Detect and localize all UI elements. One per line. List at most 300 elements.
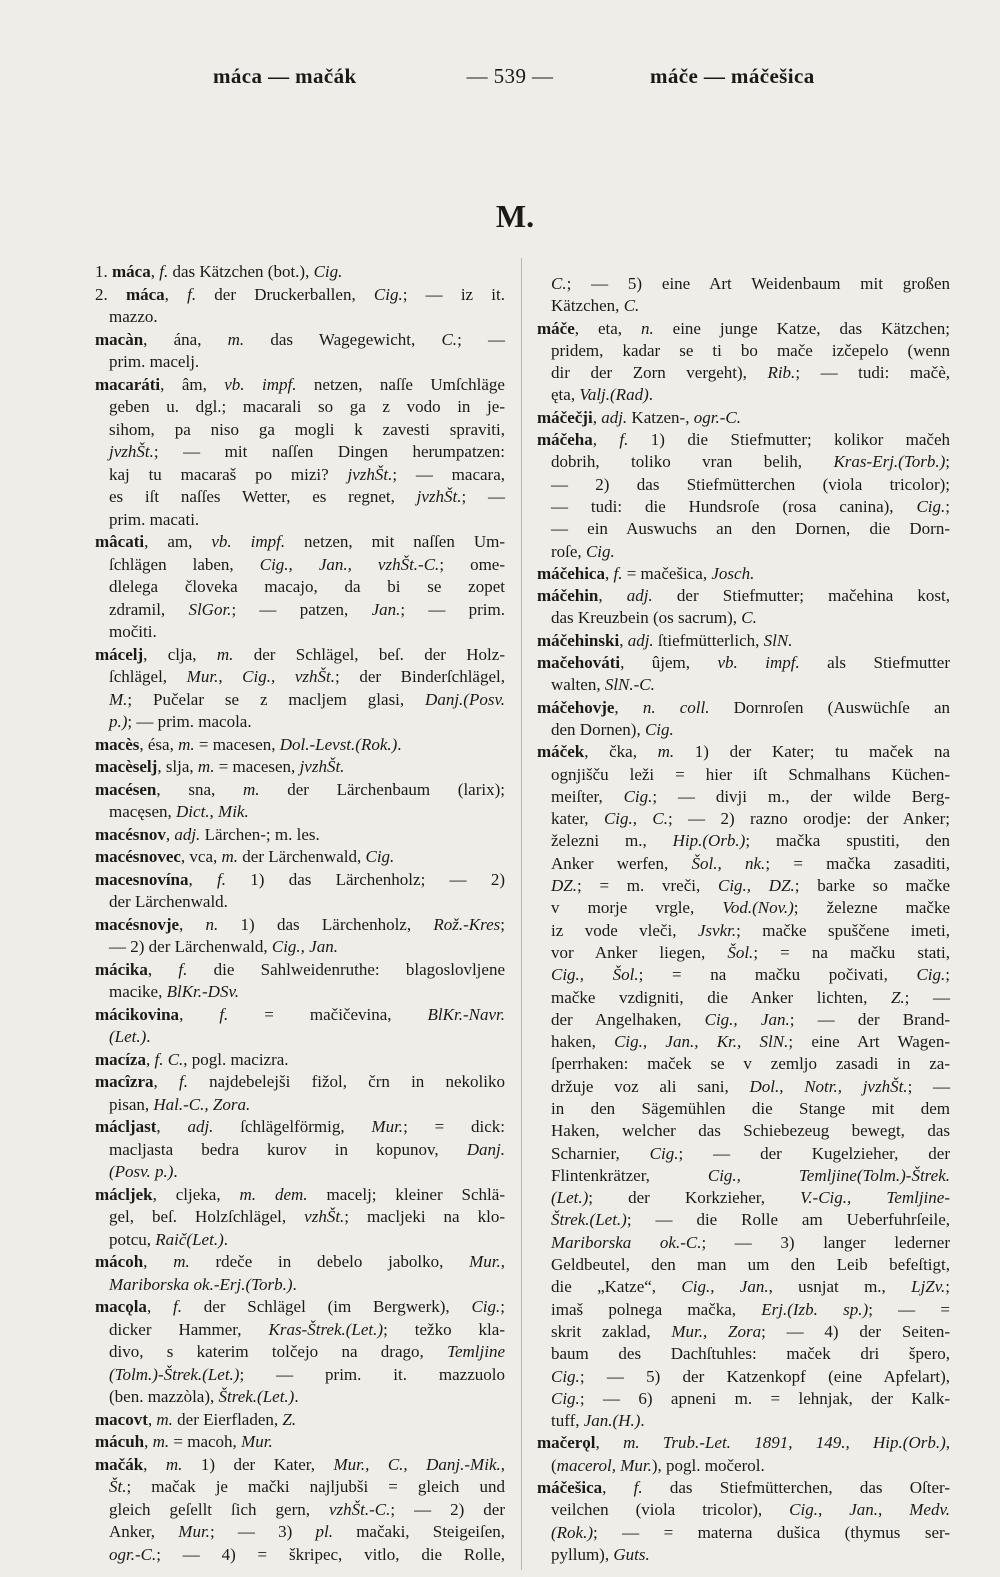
text-segment: ; bbox=[945, 1277, 951, 1297]
text-segment: , vca, bbox=[180, 847, 222, 866]
text-segment: meiſter, bbox=[551, 786, 624, 806]
text-segment: , slja, bbox=[157, 757, 198, 776]
source-abbreviation: C. bbox=[551, 274, 567, 293]
source-abbreviation: vb. impf. bbox=[717, 653, 800, 673]
headword: mácoh bbox=[95, 1252, 144, 1271]
text-segment: . bbox=[292, 1274, 297, 1294]
text-segment: ; — mit naſſen Dingen herumpatzen: bbox=[153, 442, 505, 461]
source-abbreviation: Dol.-Levst.(Rok.) bbox=[279, 734, 398, 754]
source-abbreviation: Guts. bbox=[613, 1544, 650, 1564]
source-abbreviation: Cig. bbox=[373, 284, 403, 304]
source-abbreviation: vb. impf. bbox=[211, 532, 286, 551]
text-segment: ; — 2) razno orodje: der Anker; bbox=[667, 809, 951, 829]
headword: macésnov bbox=[95, 824, 166, 844]
text-segment: ſchlägel, bbox=[109, 667, 187, 686]
source-abbreviation: C. bbox=[441, 329, 458, 349]
text-segment: , clja, bbox=[143, 644, 217, 664]
text-segment: 1) das Lärchenholz, bbox=[218, 914, 434, 934]
entry-line bbox=[537, 429, 950, 451]
source-abbreviation: Danj. bbox=[466, 1139, 505, 1159]
source-abbreviation: Štrek.(Let.) bbox=[218, 1387, 295, 1406]
right-column bbox=[537, 273, 950, 1566]
text-segment: ; mačka spustiti, den bbox=[745, 831, 950, 851]
entry-line bbox=[537, 719, 950, 741]
text-segment: das Kätzchen (bot.), bbox=[168, 262, 314, 281]
text-segment: vor Anker liegen, bbox=[551, 942, 728, 962]
headword: mácika bbox=[95, 959, 148, 979]
text-segment: , bbox=[500, 1252, 506, 1271]
text-segment: ; — 5) eine Art Weidenbaum mit großen bbox=[566, 274, 950, 293]
headword: máčehovje bbox=[537, 697, 615, 717]
source-abbreviation: Mur., Cig., vzhŠt. bbox=[186, 667, 335, 686]
text-segment: macike, bbox=[109, 982, 167, 1001]
text-segment: macljasta bedra kurov in kopunov, bbox=[109, 1139, 467, 1159]
source-abbreviation: adj. bbox=[626, 586, 653, 606]
headword: máčešica bbox=[537, 1478, 603, 1498]
text-segment: Haken, welcher das Schiebezeug bewegt, das bbox=[551, 1121, 950, 1141]
entry-line bbox=[95, 1206, 505, 1229]
text-segment: der Angelhaken, bbox=[551, 1009, 705, 1029]
text-segment: Flintenkrätzer, bbox=[551, 1165, 708, 1185]
text-segment: rdeče in debelo jabolko, bbox=[189, 1252, 470, 1271]
text-segment: ; ome- bbox=[439, 554, 506, 574]
source-abbreviation: Cig., Jan. bbox=[704, 1009, 790, 1029]
entry-line bbox=[537, 1388, 950, 1410]
text-segment: ; Pučelar se z macljem glasi, bbox=[127, 689, 426, 709]
text-segment: Kätzchen, bbox=[551, 296, 624, 316]
source-abbreviation: Cig. bbox=[551, 1388, 580, 1408]
headword: máčehinski bbox=[537, 630, 620, 650]
text-segment: močiti. bbox=[109, 622, 157, 641]
text-segment: potcu, bbox=[109, 1229, 156, 1249]
entry-line bbox=[537, 1477, 950, 1499]
headword: macàn bbox=[95, 329, 144, 349]
source-abbreviation: Kras-Erj.(Torb.) bbox=[833, 452, 946, 472]
entry-line bbox=[95, 1319, 505, 1342]
entry-line bbox=[537, 987, 950, 1009]
text-segment: = macesen, bbox=[194, 734, 280, 754]
text-segment: ; — macara, bbox=[392, 464, 505, 484]
source-abbreviation: Z. bbox=[282, 1409, 297, 1429]
source-abbreviation: Mur., Zora bbox=[671, 1321, 762, 1341]
entry-line bbox=[95, 396, 505, 419]
text-segment: ; = na mačku stati, bbox=[753, 942, 950, 962]
entry-line bbox=[95, 1004, 505, 1027]
source-abbreviation: jvzhŠt. bbox=[299, 757, 345, 776]
headword: máčeha bbox=[537, 430, 593, 450]
headword: macès bbox=[95, 734, 140, 754]
text-segment: prim. macelj. bbox=[109, 352, 200, 371]
text-segment: ; — prim. macola. bbox=[127, 712, 252, 731]
entry-line bbox=[537, 541, 950, 563]
text-segment: ; železne mačke bbox=[793, 898, 950, 918]
headword: macèselj bbox=[95, 757, 158, 776]
text-segment: in den Sägemühlen die Stange mit dem bbox=[551, 1098, 950, 1118]
source-abbreviation: Kras-Štrek.(Let.) bbox=[268, 1319, 384, 1339]
text-segment: netzen, mit naſſen Um- bbox=[285, 532, 505, 551]
headword: mácelj bbox=[95, 644, 144, 664]
text-segment: , bbox=[188, 869, 218, 889]
text-segment: , âm, bbox=[160, 374, 225, 394]
source-abbreviation: f. bbox=[159, 262, 169, 281]
source-abbreviation: Rož.-Kres bbox=[433, 914, 501, 934]
text-segment: mazzo. bbox=[109, 307, 158, 326]
entry-line bbox=[95, 801, 505, 824]
text-segment: , bbox=[153, 1072, 179, 1091]
text-segment: das Stiefmütterchen, das Oſter- bbox=[642, 1478, 950, 1498]
source-abbreviation: Cig., Šol. bbox=[551, 965, 639, 985]
entry-line bbox=[537, 585, 950, 607]
text-segment: , bbox=[179, 914, 206, 934]
entry-line bbox=[95, 1521, 505, 1544]
text-segment: ; — 3) bbox=[209, 1522, 316, 1541]
text-segment: — tudi: die Hundsroſe (rosa canina), bbox=[551, 496, 917, 516]
text-segment: eine junge Katze, das Kätzchen; bbox=[653, 318, 950, 338]
text-segment: , bbox=[598, 586, 627, 606]
source-abbreviation: Mariborska ok.-C. bbox=[551, 1232, 702, 1252]
text-segment: baum des Dachſtuhles: maček dri špero, bbox=[551, 1344, 950, 1364]
text-segment: ; — prim. bbox=[400, 599, 505, 619]
text-segment: ; — bbox=[461, 487, 505, 506]
text-segment: — ein Auswuchs an den Dornen, die Dorn- bbox=[551, 519, 950, 539]
text-segment: dlelega človeka macajo, da bi se zopet bbox=[109, 577, 505, 596]
entry-line bbox=[537, 652, 950, 674]
text-segment: ; = m. vreči, bbox=[576, 876, 718, 896]
entry-line bbox=[537, 1031, 950, 1053]
source-abbreviation: m. bbox=[216, 644, 234, 664]
text-segment: ; = dick: bbox=[403, 1117, 506, 1136]
source-abbreviation: f. bbox=[219, 1004, 229, 1024]
text-segment: ; der Binderſchlägel, bbox=[335, 667, 505, 686]
source-abbreviation: f. bbox=[178, 959, 188, 979]
source-abbreviation: BlKr.-DSv. bbox=[166, 982, 239, 1001]
page-number: — 539 — bbox=[466, 64, 554, 88]
entry-line bbox=[537, 1098, 950, 1120]
column-divider bbox=[521, 258, 522, 1570]
text-segment: , bbox=[147, 959, 179, 979]
headword: macaráti bbox=[95, 374, 161, 394]
source-abbreviation: adj. bbox=[174, 824, 201, 844]
text-segment: = mačičevina, bbox=[228, 1004, 428, 1024]
text-segment: železni m., bbox=[551, 831, 673, 851]
text-segment: ; bbox=[945, 496, 950, 516]
text-segment: 1. bbox=[95, 262, 112, 281]
entry-line bbox=[537, 674, 950, 696]
source-abbreviation: Cig., Jan., vzhŠt.-C. bbox=[259, 554, 440, 574]
headword: macesnovína bbox=[95, 869, 189, 889]
source-abbreviation: Mur. bbox=[178, 1522, 210, 1541]
text-segment: der Schlägel, beſ. der Holz- bbox=[233, 644, 505, 664]
source-abbreviation: Cig., Jan., Medv. bbox=[789, 1500, 950, 1520]
entry-line bbox=[537, 295, 950, 317]
entry-line bbox=[537, 1143, 950, 1165]
entry-line bbox=[95, 1431, 505, 1454]
text-segment: , bbox=[619, 630, 628, 650]
entry-line bbox=[537, 1544, 950, 1566]
text-segment: , ésa, bbox=[139, 734, 179, 754]
text-segment: der Eierfladen, bbox=[172, 1409, 283, 1429]
source-abbreviation: C. bbox=[623, 296, 640, 316]
source-abbreviation: pl. bbox=[315, 1522, 333, 1541]
source-abbreviation: Cig. bbox=[471, 1297, 501, 1316]
text-segment: Lärchen-; m. les. bbox=[200, 824, 320, 844]
text-segment: den Dornen), bbox=[551, 719, 645, 739]
text-segment: Anker werfen, bbox=[551, 853, 692, 873]
entry-line bbox=[95, 1049, 505, 1072]
source-abbreviation: f. bbox=[613, 563, 623, 583]
headword: máčehin bbox=[537, 586, 599, 606]
source-abbreviation: V.-Cig., Temljine- bbox=[800, 1188, 950, 1208]
entry-line bbox=[537, 764, 950, 786]
source-abbreviation: C. bbox=[741, 608, 757, 628]
source-abbreviation: Jan. bbox=[371, 599, 401, 619]
text-segment: gel, beſ. Holzſchlägel, bbox=[109, 1207, 305, 1226]
text-segment: , cljeka, bbox=[152, 1184, 240, 1204]
source-abbreviation: adj. bbox=[627, 630, 654, 650]
text-segment: — 2) der Lärchenwald, bbox=[109, 937, 272, 956]
source-abbreviation: (Rok.) bbox=[551, 1522, 594, 1542]
entry-line bbox=[95, 1386, 505, 1409]
entry-line bbox=[95, 464, 505, 487]
text-segment: ; bbox=[945, 965, 950, 985]
headword: mačák bbox=[95, 1454, 144, 1474]
text-segment: der Lärchenwald. bbox=[109, 892, 228, 911]
text-segment: gleich geſellt ſich gern, bbox=[109, 1499, 329, 1519]
text-segment: najdebelejši fižol, črn in nekoliko bbox=[187, 1072, 505, 1091]
source-abbreviation: (Posv. p.) bbox=[109, 1162, 174, 1181]
source-abbreviation: Cig., Jan. bbox=[271, 937, 338, 956]
text-segment: ; težko kla- bbox=[383, 1319, 505, 1339]
entry-line bbox=[537, 1076, 950, 1098]
entry-line bbox=[95, 374, 505, 397]
headword: mácljek bbox=[95, 1184, 153, 1204]
headword: mácuh bbox=[95, 1432, 145, 1451]
source-abbreviation: f. bbox=[187, 284, 197, 304]
source-abbreviation: Mur. bbox=[371, 1117, 404, 1136]
source-abbreviation: f. C. bbox=[154, 1049, 184, 1069]
source-abbreviation: adj. bbox=[187, 1117, 214, 1136]
source-abbreviation: adj. bbox=[601, 407, 628, 427]
text-segment: veilchen (viola tricolor), bbox=[551, 1500, 790, 1520]
text-segment: ; — tudi: mačè, bbox=[795, 363, 950, 383]
entry-line bbox=[95, 1476, 505, 1499]
source-abbreviation: Temljine bbox=[447, 1342, 505, 1361]
text-segment: , bbox=[592, 430, 620, 450]
entry-line bbox=[537, 1254, 950, 1276]
source-abbreviation: Dict., Mik. bbox=[176, 802, 249, 821]
entry-line bbox=[537, 1165, 950, 1187]
text-segment: Anker, bbox=[109, 1522, 179, 1541]
entry-line bbox=[95, 1026, 505, 1049]
entry-line bbox=[95, 576, 505, 599]
text-segment: ), pogl. močerol. bbox=[651, 1455, 765, 1475]
headword: mačerǫl bbox=[537, 1433, 596, 1453]
source-abbreviation: m. bbox=[173, 1252, 190, 1271]
text-segment: , bbox=[945, 1433, 950, 1453]
headword: máčečji bbox=[537, 407, 593, 427]
entry-line bbox=[95, 711, 505, 734]
text-segment: , bbox=[143, 1252, 174, 1271]
source-abbreviation: n. coll. bbox=[642, 697, 710, 717]
text-segment: , ána, bbox=[143, 329, 228, 349]
entry-line bbox=[95, 1229, 505, 1252]
source-abbreviation: Jan.(H.) bbox=[583, 1411, 641, 1431]
entry-line bbox=[95, 554, 505, 577]
text-segment: . bbox=[146, 1027, 151, 1046]
entry-line bbox=[537, 897, 950, 919]
text-segment: — 2) das Stiefmütterchen (viola tricolor); bbox=[551, 474, 950, 494]
text-segment: ; — 4) der Seiten- bbox=[761, 1321, 950, 1341]
entry-line bbox=[537, 1432, 950, 1454]
text-segment: die „Katze“, bbox=[551, 1277, 682, 1297]
source-abbreviation: Rib. bbox=[767, 363, 796, 383]
entry-line bbox=[537, 1522, 950, 1544]
text-segment: , ûjem, bbox=[620, 653, 718, 673]
text-segment: . bbox=[223, 1229, 228, 1249]
entry-line bbox=[95, 1139, 505, 1162]
text-segment: Dornroſen (Auswüchſe an bbox=[709, 697, 951, 717]
source-abbreviation: p.) bbox=[109, 712, 128, 731]
text-segment: walten, bbox=[551, 675, 605, 695]
text-segment: imaš polnega mačka, bbox=[551, 1299, 762, 1319]
text-segment: ; — patzen, bbox=[231, 599, 372, 619]
source-abbreviation: m. Trub.-Let. 1891, 149., Hip.(Orb.) bbox=[623, 1433, 946, 1453]
text-segment: ; — der Brand- bbox=[789, 1009, 951, 1029]
headword: macíza bbox=[95, 1049, 146, 1069]
source-abbreviation: Šol., nk. bbox=[691, 853, 766, 873]
text-segment: der Stiefmutter; mačehina kost, bbox=[652, 586, 950, 606]
text-segment: zdramil, bbox=[109, 599, 189, 619]
entry-line bbox=[537, 474, 950, 496]
text-segment: , bbox=[164, 284, 188, 304]
headword: máca bbox=[112, 262, 151, 281]
text-segment: . bbox=[640, 1411, 645, 1431]
source-abbreviation: Cig. bbox=[916, 496, 946, 516]
entry-line bbox=[95, 486, 505, 509]
text-segment: ognjišču leži = hier iſt Schmalhans Küchen- bbox=[551, 764, 950, 784]
entry-line bbox=[95, 599, 505, 622]
entry-line bbox=[537, 518, 950, 540]
entry-line bbox=[537, 563, 950, 585]
source-abbreviation: Cig. bbox=[365, 847, 395, 866]
entry-line bbox=[95, 1116, 505, 1139]
text-segment: kater, bbox=[551, 809, 604, 829]
text-segment: ; eine Art Wagen- bbox=[788, 1032, 950, 1052]
entry-line bbox=[95, 1499, 505, 1522]
text-segment: Katzen-, bbox=[627, 407, 694, 427]
text-segment: ; — bbox=[457, 329, 505, 349]
section-letter: M. bbox=[495, 198, 535, 234]
source-abbreviation: LjZv. bbox=[911, 1277, 946, 1297]
headword: macésen bbox=[95, 779, 157, 799]
entry-line bbox=[95, 284, 505, 307]
entry-line bbox=[95, 959, 505, 982]
running-head-right: máče — máčešica bbox=[650, 64, 815, 88]
headword: mácljast bbox=[95, 1117, 157, 1136]
text-segment: . bbox=[173, 1162, 178, 1181]
text-segment: , bbox=[146, 1297, 173, 1316]
text-segment: 1) die Stiefmutter; kolikor mačeh bbox=[628, 430, 950, 450]
source-abbreviation: m. bbox=[156, 1409, 173, 1429]
text-segment: ; — bbox=[904, 987, 950, 1007]
source-abbreviation: f. bbox=[217, 869, 226, 889]
text-segment: , bbox=[144, 1432, 153, 1451]
source-abbreviation: (Let.) bbox=[109, 1027, 147, 1046]
entry-line bbox=[95, 936, 505, 959]
entry-line bbox=[95, 1409, 505, 1432]
text-segment: der Schlägel (im Bergwerk), bbox=[181, 1297, 472, 1316]
entry-line bbox=[537, 607, 950, 629]
text-segment: skrit zaklad, bbox=[551, 1321, 672, 1341]
source-abbreviation: Cig., Temljine(Tolm.)-Štrek. bbox=[707, 1165, 950, 1185]
source-abbreviation: Cig., C. bbox=[603, 809, 668, 829]
text-segment: 1) der Kater, bbox=[182, 1454, 334, 1474]
text-segment: ſtiefmütterlich, bbox=[653, 630, 764, 650]
text-segment: , bbox=[145, 1049, 155, 1069]
entry-line bbox=[537, 340, 950, 362]
source-abbreviation: m. dem. bbox=[239, 1184, 308, 1204]
entry-line bbox=[537, 1321, 950, 1343]
entry-line bbox=[95, 846, 505, 869]
text-segment: . bbox=[397, 734, 402, 754]
entry-line bbox=[95, 1454, 505, 1477]
source-abbreviation: Cig. bbox=[623, 786, 653, 806]
text-segment: , bbox=[595, 1433, 624, 1453]
entry-line bbox=[95, 1274, 505, 1297]
text-segment: ſperrhaken: maček se v zemljo zasadi in za- bbox=[551, 1054, 950, 1074]
text-segment: der Lärchenwald, bbox=[238, 847, 366, 866]
text-segment: dir der Zorn vergeht), bbox=[551, 363, 768, 383]
source-abbreviation: Mur. bbox=[469, 1252, 501, 1271]
text-segment: ( bbox=[551, 1455, 557, 1475]
source-abbreviation: m. bbox=[221, 847, 239, 866]
source-abbreviation: Vod.(Nov.) bbox=[722, 898, 794, 918]
source-abbreviation: vzhŠt. bbox=[304, 1207, 345, 1226]
entry-line bbox=[537, 1410, 950, 1432]
text-segment: , sna, bbox=[156, 779, 243, 799]
text-segment: = macesen, bbox=[214, 757, 300, 776]
source-abbreviation: DZ. bbox=[551, 876, 577, 896]
text-segment: roſe, bbox=[551, 541, 586, 561]
text-segment: , bbox=[604, 563, 614, 583]
source-abbreviation: m. bbox=[178, 734, 195, 754]
source-abbreviation: ogr.-C. bbox=[693, 407, 741, 427]
source-abbreviation: Cig. bbox=[551, 1366, 580, 1386]
text-segment: tuff, bbox=[551, 1411, 584, 1431]
text-segment: ; der Korkzieher, bbox=[588, 1188, 801, 1208]
source-abbreviation: f. bbox=[178, 1072, 188, 1091]
source-abbreviation: Cig., Jan., Kr., SlN. bbox=[614, 1032, 789, 1052]
entry-line bbox=[537, 853, 950, 875]
headword: máče bbox=[537, 318, 575, 338]
entry-line bbox=[537, 830, 950, 852]
source-abbreviation: n. bbox=[640, 318, 654, 338]
source-abbreviation: Valj.(Rad) bbox=[579, 385, 649, 405]
text-segment: držuje voz ali sani, bbox=[551, 1076, 750, 1096]
source-abbreviation: Josch. bbox=[711, 563, 755, 583]
source-abbreviation: Dol., Notr., jvzhŠt. bbox=[749, 1076, 908, 1096]
text-segment: ; macljeki na klo- bbox=[344, 1207, 505, 1226]
source-abbreviation: Raič(Let.) bbox=[155, 1229, 224, 1249]
text-segment: kaj tu macaraš po mizi? bbox=[109, 464, 348, 484]
text-segment: , usnjat m., bbox=[768, 1277, 912, 1297]
text-segment: die Sahlweidenruthe: blagoslovljene bbox=[187, 959, 505, 979]
text-segment: , bbox=[602, 1478, 634, 1498]
entry-line bbox=[537, 1232, 950, 1254]
source-abbreviation: f. bbox=[173, 1297, 182, 1316]
text-segment: ; — 6) apneni m. = lehnjak, der Kalk- bbox=[579, 1388, 950, 1408]
entry-line bbox=[95, 621, 505, 644]
